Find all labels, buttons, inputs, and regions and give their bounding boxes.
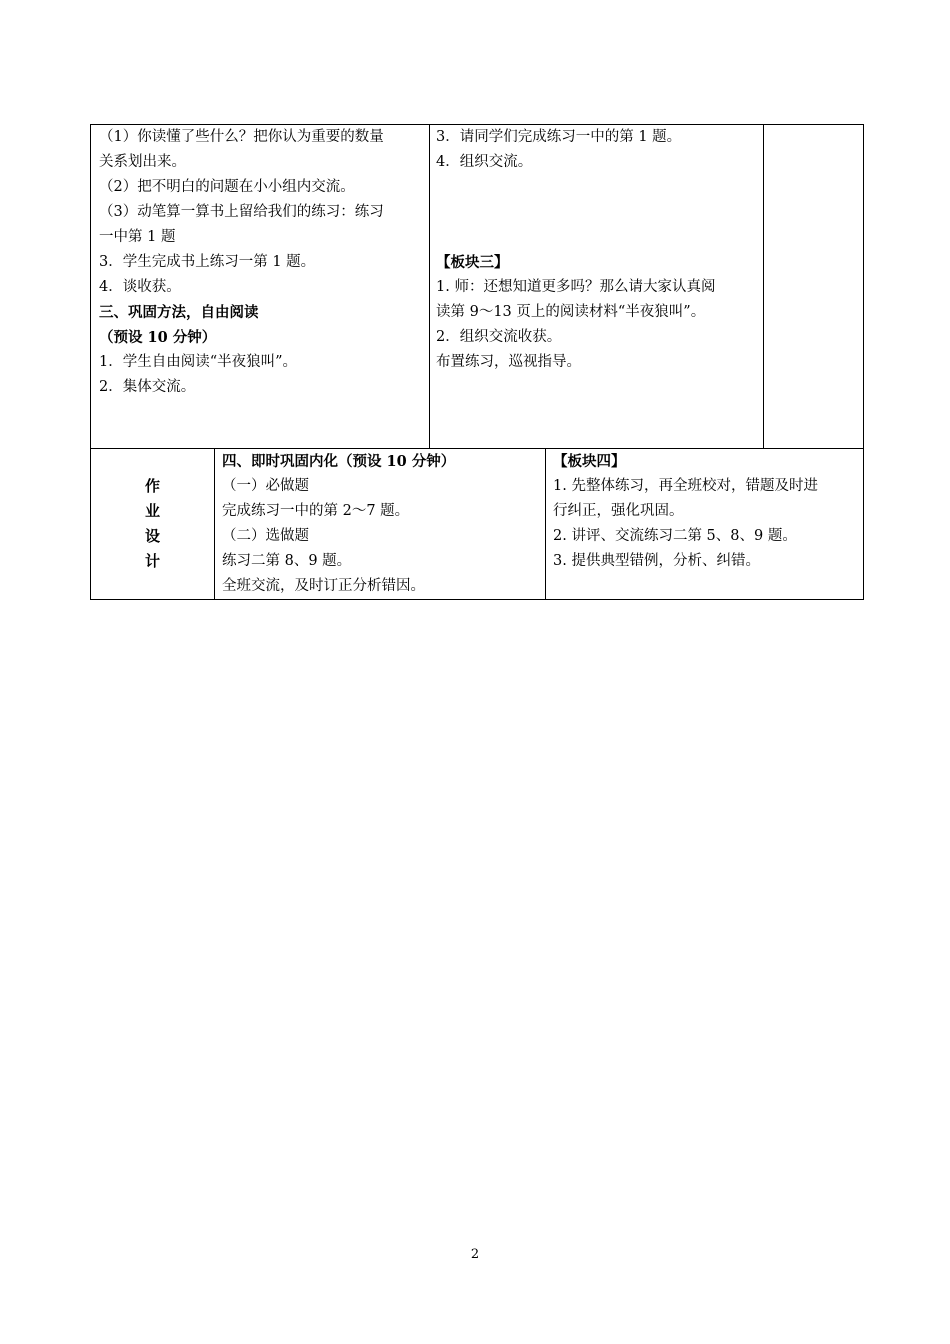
notes-cell — [765, 125, 863, 448]
student-activity-cell — [95, 125, 429, 400]
homework-exercises-cell — [218, 449, 544, 599]
text-line: 【板块四】 — [553, 453, 626, 470]
homework-teacher-cell — [549, 449, 863, 574]
text-line: 2．组织交流收获。 — [436, 329, 562, 345]
text-line — [436, 175, 758, 200]
table-border-right — [863, 124, 864, 600]
text-line: 读第 9～13 页上的阅读材料“半夜狼叫”。 — [436, 304, 706, 320]
label-char: 设 — [144, 527, 160, 545]
text-line: （一）必做题 — [222, 478, 309, 494]
column-divider-upper-1 — [429, 124, 430, 448]
column-divider-lower-2 — [545, 448, 546, 600]
text-line — [436, 200, 758, 225]
text-line: 4．谈收获。 — [99, 279, 181, 295]
teacher-guidance-cell — [432, 125, 762, 375]
text-line: 4．组织交流。 — [436, 154, 533, 170]
text-line: 全班交流，及时订正分析错因。 — [222, 578, 425, 594]
text-line: 2. 讲评、交流练习二第 5、8、9 题。 — [553, 528, 797, 544]
text-line: 练习二第 8、9 题。 — [222, 553, 352, 569]
table-border-bottom — [90, 599, 864, 600]
text-line: 3．学生完成书上练习一第 1 题。 — [99, 254, 316, 270]
text-line: 关系划出来。 — [99, 154, 186, 170]
label-char: 业 — [144, 502, 160, 520]
text-line — [436, 225, 758, 250]
text-line: 一中第 1 题 — [99, 229, 176, 245]
page-number: 2 — [470, 1247, 480, 1262]
text-line: 【板块三】 — [436, 254, 509, 271]
text-line: （二）选做题 — [222, 528, 309, 544]
text-line: 1．学生自由阅读“半夜狼叫”。 — [99, 354, 298, 370]
column-divider-upper-2 — [763, 124, 764, 448]
label-char: 计 — [144, 552, 160, 570]
text-line: 3. 提供典型错例，分析、纠错。 — [553, 553, 760, 569]
text-line: （3）动笔算一算书上留给我们的练习：练习 — [99, 204, 384, 220]
label-char: 作 — [144, 477, 160, 495]
text-line: （预设 10 分钟） — [99, 329, 217, 346]
text-line: 1. 先整体练习，再全班校对，错题及时进 — [553, 478, 818, 494]
text-line: 布置练习，巡视指导。 — [436, 354, 581, 370]
text-line: 四、即时巩固内化（预设 10 分钟） — [222, 453, 456, 470]
text-line: 2．集体交流。 — [99, 379, 196, 395]
text-line: 3．请同学们完成练习一中的第 1 题。 — [436, 129, 682, 145]
text-line: 行纠正，强化巩固。 — [553, 503, 684, 519]
text-line: 完成练习一中的第 2～7 题。 — [222, 503, 410, 519]
text-line: （1）你读懂了些什么？把你认为重要的数量 — [99, 129, 384, 145]
text-line: （2）把不明白的问题在小小组内交流。 — [99, 179, 355, 195]
text-line: 三、巩固方法，自由阅读 — [99, 304, 259, 321]
text-line: 1. 师：还想知道更多吗？那么请大家认真阅 — [436, 279, 716, 295]
homework-design-label — [90, 474, 215, 574]
